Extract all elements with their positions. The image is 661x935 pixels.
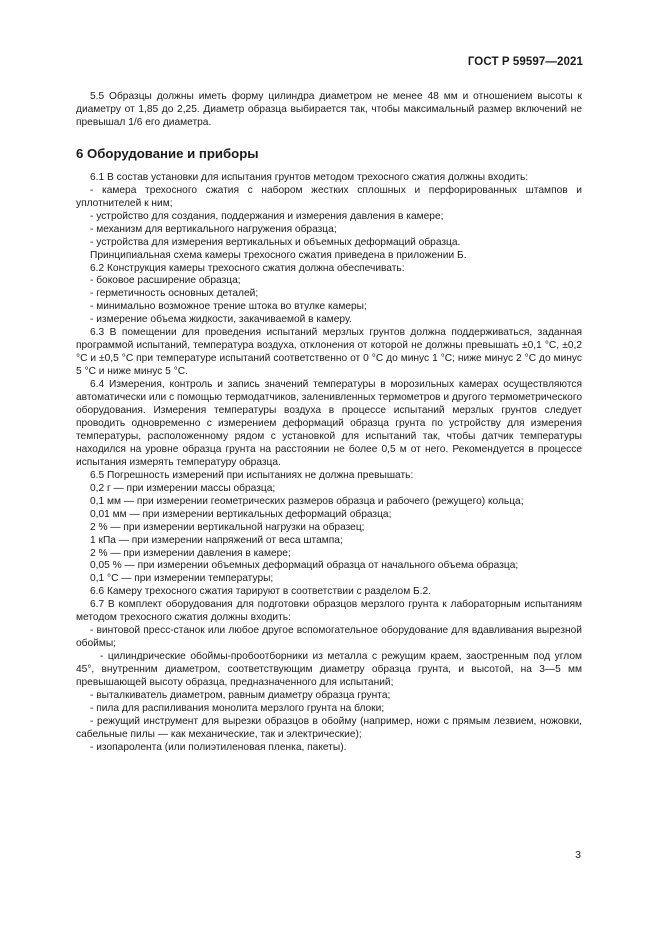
list-item: 1 кПа — при измерении напряжений от веса штампа; (90, 534, 343, 546)
paragraph-appendix-ref: Принципиальная схема камеры трехосного сжатия приведена в приложении Б. (90, 249, 467, 261)
list-item: - устройства для измерения вертикальных и объемных деформаций образца. (90, 236, 461, 248)
paragraph-6-6: 6.6 Камеру трехосного сжатия тарируют в соответствии с разделом Б.2. (90, 586, 432, 598)
list-item: - пила для распиливания монолита мерзлого грунта на блоки; (90, 702, 385, 714)
list-item: 0,2 г — при измерении массы образца; (90, 482, 276, 494)
list-item: 0,1 мм — при измерении геометрических размеров образца и рабочего (режущего) кольца; (90, 495, 524, 507)
paragraph-6-5: 6.5 Погрешность измерений при испытаниях не должна превышать: (90, 469, 414, 481)
list-item: - герметичность основных деталей; (90, 288, 259, 300)
list-item: - измерение объема жидкости, закачиваемой в камеру. (90, 314, 352, 326)
list-item: 0,1 °С — при измерении температуры; (90, 573, 274, 585)
list-item: - минимально возможное трение штока во втулке камеры; (90, 301, 367, 313)
list-item: - устройство для создания, поддержания и измерения давления в камере; (90, 210, 444, 222)
document-body (76, 91, 582, 755)
list-item: 0,01 мм — при измерении вертикальных деформаций образца; (90, 508, 392, 520)
paragraph-6-2: 6.2 Конструкция камеры трехосного сжатия должна обеспечивать: (90, 262, 405, 274)
list-item: - боковое расширение образца; (90, 275, 241, 287)
list-item: - выталкиватель диаметром, равным диаметру образца грунта; (90, 689, 391, 701)
list-item: 2 % — при измерении вертикальной нагрузки на образец; (90, 521, 365, 533)
paragraph-5-5: 5.5 Образцы должны иметь форму цилиндра диаметром не менее 48 мм и отношением высоты к диаметру от 1,85 до 2,25. Диаметр образца выбирается так, чтобы максимальный размер включений не превышал 1/6 его диаметра. (76, 91, 582, 128)
section-heading: 6 Оборудование и приборы (76, 145, 259, 161)
document-code: ГОСТ Р 59597—2021 (467, 56, 583, 68)
paragraph-6-1: 6.1 В состав установки для испытания грунтов методом трехосного сжатия должны входить: (90, 171, 529, 183)
paragraph-6-7: 6.7 В комплект оборудования для подготовки образцов мерзлого грунта к лабораторным испытаниям методом трехосного сжатия должны входить: (76, 599, 582, 624)
list-item: - камера трехосного сжатия с набором жестких сплошных и перфорированных штампов и уплотнителей к ним; (76, 184, 582, 209)
list-item: 2 % — при измерении давления в камере; (90, 547, 291, 559)
list-item: 0,05 % — при измерении объемных деформаций образца от начального объема образца; (90, 560, 519, 572)
list-item: - механизм для вертикального нагружения образца; (90, 223, 337, 235)
list-item: - изопаролента (или полиэтиленовая пленка, пакеты). (90, 741, 347, 753)
list-item: - цилиндрические обоймы-пробоотборники из металла с режущим краем, заостренным под углом 45°, внутренним диаметром, соответствующим диаметру образца грунта, и высотой, на 3—5 мм превышающей высоту образца, предназначенного для испытаний; (76, 651, 582, 689)
list-item: - режущий инструмент для вырезки образцов в обойму (например, ножи с прямым лезвием, ножовки, сабельные пилы — как механические, так и электрические); (76, 715, 582, 740)
page-number: 3 (575, 849, 581, 861)
list-item: - винтовой пресс-станок или любое другое вспомогательное оборудование для вдавливания вырезной обоймы; (76, 625, 582, 650)
paragraph-6-4: 6.4 Измерения, контроль и запись значений температуры в морозильных камерах осуществляются автоматически или с помощью термодатчиков, заленивленных термометров и другого термометрического оборудования. Измерения температуры воздуха в процессе испытаний мерзлых грунтов следует проводить одновременно с измерением деформаций образца грунта по устройству для измерения температуры, расположенному рядом с установкой для испытаний так, чтобы датчик температуры находился на уровне образца грунта на расстоянии не более 0,5 м от него. Рекомендуется в процессе испытания измерять температуру образца. (76, 379, 582, 468)
paragraph-6-3: 6.3 В помещении для проведения испытаний мерзлых грунтов должна поддерживаться, заданная программой испытаний, температура воздуха, отклонения от которой не должны превышать ±0,1 °С, ±0,2 °С и ±0,5 °С при температуре испытаний соответственно от 0 °С до минус 1 °С; ниже минус 2 °С до минус 5 °С и ниже минус 5 °С. (76, 327, 582, 378)
